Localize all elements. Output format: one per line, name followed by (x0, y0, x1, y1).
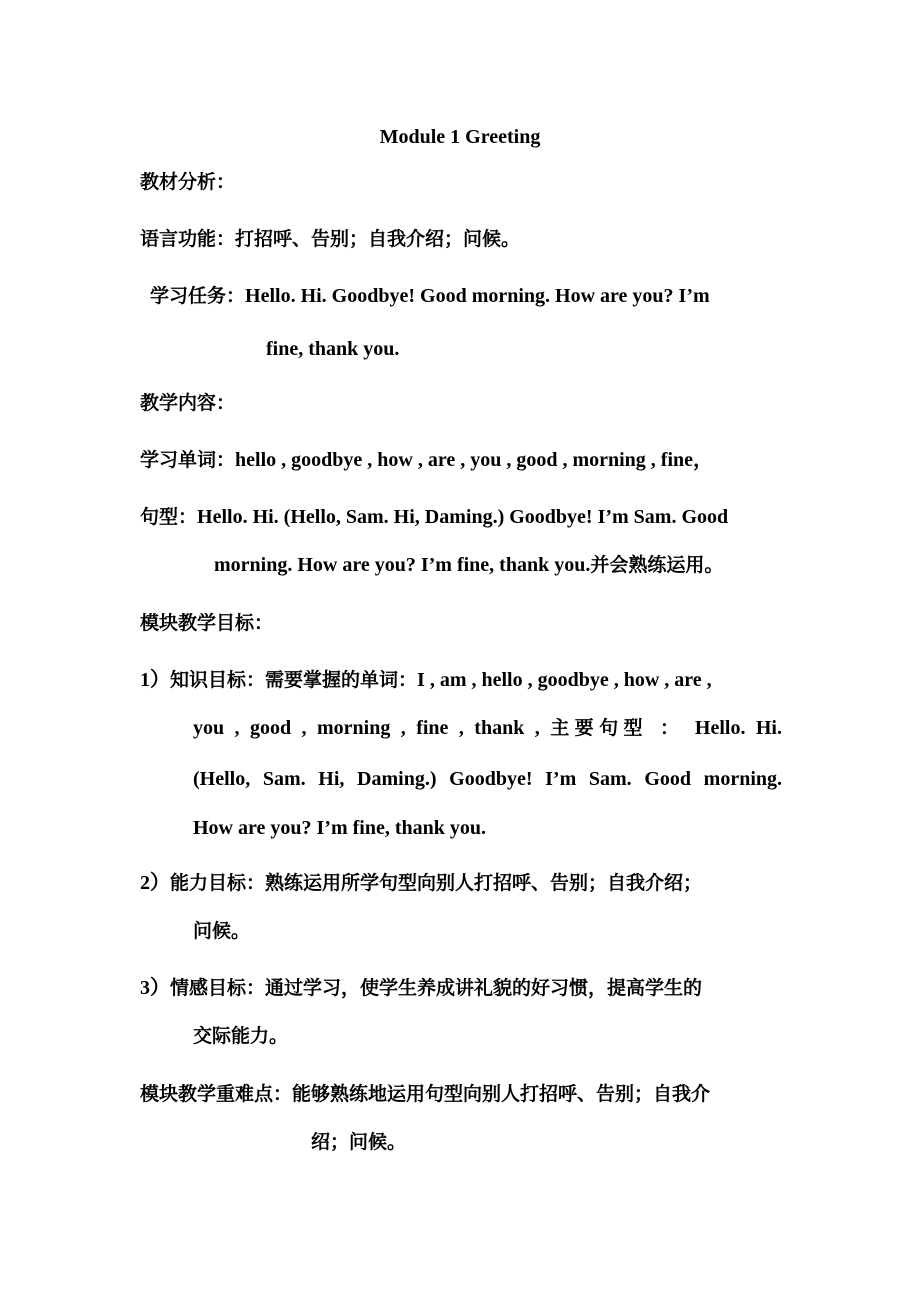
goal-1-line1-en: I , am , hello , goodbye , how , are , (417, 669, 712, 691)
sentence-patterns-label: 句型： (140, 506, 198, 528)
learning-task-label: 学习任务： (150, 285, 246, 307)
language-function-line (140, 225, 520, 253)
sentence-patterns-text2-cn: 并会熟练运用。 (590, 554, 724, 576)
sentence-patterns-line2 (214, 551, 723, 579)
key-points-text1: 能够熟练地运用句型向别人打招呼、告别；自我介 (292, 1083, 711, 1105)
sentence-patterns-text2: morning. How are you? I’m fine, thank you. (214, 554, 591, 576)
page-title: Module 1 Greeting (379, 126, 541, 148)
key-points-label: 模块教学重难点： (140, 1083, 293, 1105)
language-function-text: 打招呼、告别；自我介绍；问候。 (235, 228, 521, 250)
goal-1-line2-tail: Hello. Hi. (694, 717, 782, 739)
module-goals-heading: 模块教学目标： (140, 612, 274, 634)
goal-1-label: 知识目标： (170, 669, 266, 691)
goal-1-line2 (193, 714, 782, 742)
goal-3-text1: 通过学习，使学生养成讲礼貌的好习惯，提高学生的 (265, 977, 703, 999)
learning-task-line2: fine, thank you. (266, 338, 400, 360)
goal-2-label: 能力目标： (170, 872, 266, 894)
goal-3-line1 (140, 974, 702, 1002)
goal-1-line1 (140, 666, 712, 694)
goal-2-line2: 问候。 (193, 920, 251, 942)
goal-1-line1-cn: 需要掌握的单词： (265, 669, 418, 691)
sentence-patterns-line1 (140, 503, 728, 531)
learning-task-line (150, 282, 710, 310)
goal-2-line1 (140, 869, 702, 897)
vocabulary-label: 学习单词： (140, 449, 236, 471)
goal-1-line2-en: you , good , morning , fine , thank , (193, 717, 540, 739)
vocabulary-text: hello , goodbye , how , are , you , good , morning , fine， (235, 449, 714, 471)
vocabulary-line (140, 446, 713, 474)
key-points-line2: 绍；问候。 (311, 1131, 407, 1153)
goal-1-line4: How are you? I’m fine, thank you. (193, 817, 486, 839)
sentence-patterns-text1: Hello. Hi. (Hello, Sam. Hi, Daming.) Goodbye! I’m Sam. Good (197, 506, 729, 528)
textbook-analysis-heading: 教材分析： (140, 171, 236, 193)
learning-task-line1: Hello. Hi. Goodbye! Good morning. How are you? I’m (245, 285, 710, 307)
goal-3-number: 3） (140, 977, 170, 999)
goal-1-number: 1） (140, 669, 170, 691)
language-function-label: 语言功能： (140, 228, 236, 250)
goal-3-label: 情感目标： (170, 977, 266, 999)
goal-2-number: 2） (140, 872, 170, 894)
key-points-line1 (140, 1080, 710, 1108)
teaching-content-heading: 教学内容： (140, 392, 236, 414)
goal-2-text1: 熟练运用所学句型向别人打招呼、告别；自我介绍； (265, 872, 703, 894)
goal-1-line3: (Hello, Sam. Hi, Daming.) Goodbye! I’m Sam. Good morning. (193, 768, 782, 790)
goal-1-line2-cn: 主要句型 ： (550, 717, 685, 739)
goal-3-line2: 交际能力。 (193, 1025, 289, 1047)
